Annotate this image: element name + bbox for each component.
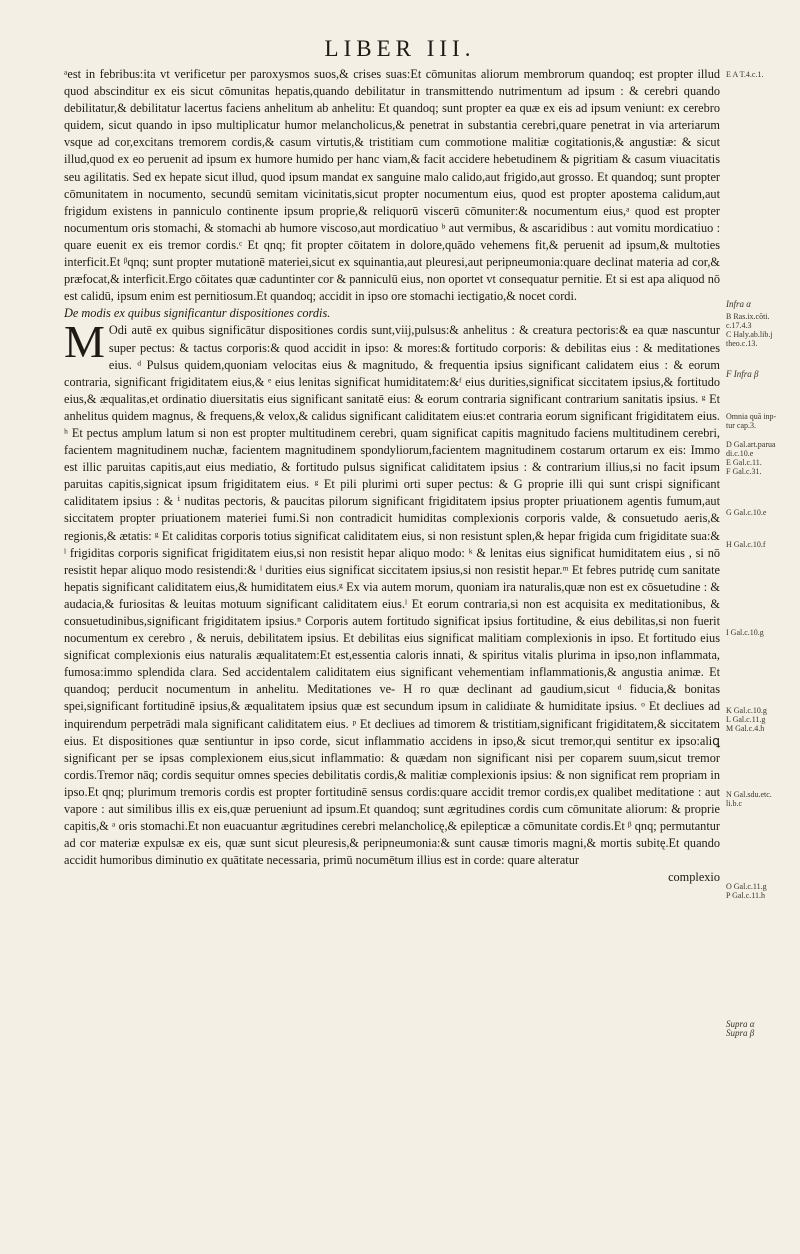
margin-note: G Gal.c.10.e — [726, 508, 767, 517]
margin-note: I Gal.c.10.g — [726, 628, 764, 637]
catchword: complexio — [668, 870, 720, 885]
dropcap-letter: M — [64, 316, 105, 368]
margin-note: Supra α Supra β — [726, 1019, 755, 1038]
margin-note: Omnia quā inp- tur cap.3. — [726, 412, 777, 430]
margin-note: E A T.4.c.1. — [726, 70, 764, 79]
margin-note: Infra α — [726, 299, 751, 309]
margin-note: H Gal.c.10.f — [726, 540, 766, 549]
paragraph-1: ᵃest in febribus:ita vt verificetur per paroxysmos suos,& crises suas:Et cōmunitas aliorum membrorum quandoq; est propter illud quod abscinditur ex eis sicut cōmunitas hepatis,quando debilitatur in transmittendo nutrimentum ad ipsum : & cerebri quando debilitatur,& debilitatur lacertus faciens anhelitum ab anhelitu: Et quandoq; sunt propter ea quæ ex eis ad ipsum veniunt: ex cerebro quidem, sicut quando in ipso multiplicatur humor melancholicus,& penetrat in substantia cerebri,quare penetrat in via arteriarum vsque ad cor,excitans tremorem cordis,& casum virtutis,& tristitiam cum commotione malitiæ cogitationis,& angustiæ: & sicut illud,quod ex eo peruenit ad ipsum ex humore humido per hanc viam,& facit accidere hebetudinem & pigritiam & casum viuacitatis seu agilitatis. Sed ex hepate sicut illud, quod ipsum mandat ex sanguine malo calido,aut frigido,aut grosso. Et quandoq; sunt propter cōmunitatem in nocumento, secundū semitam vicinitatis,sicut propter nocumentum eius, quod est propter apostema calidum,aut frigidum existens in panniculo continente ipsum proprie,& reliquorū viscerū cōmuniter:& nocumentum eius,ᵃ quod est propter nocumentum oris stomachi, & stomachi ab humore viscoso,aut mordicatiuo ᵇ aut vermibus, & ascaridibus : aut vomitu mordicatiuo : quare euenit ex eis tremor cordis.ᶜ Et qnq; fit propter cōitatem in dolore,quādo vehemens fit,& peruenit ad ipsum,& multoties interficit.Et ᵝqnq; sunt propter mutationē materiei,sicut ex squinantia,aut pleuresi,aut peripneumonia:quare declinat materia ad cor,& præfocat,& interficit.Ergo cōitates quæ caduntinter cor & panniculū eius, non oportet vt consequatur pernitie. Et si est apa aliquod nō est calidū, ipsum enim est pernitiosum.Et quandoq; accidit in ipso ore stomachi iectigatio,& nocet cordi. — [64, 67, 720, 304]
section-body — [64, 316, 720, 869]
text-column — [64, 66, 720, 887]
margin-note: F Infra β — [726, 369, 759, 379]
margin-note: K Gal.c.10.g L Gal.c.11.g M Gal.c.4.h — [726, 706, 767, 733]
section-title: De modis ex quibus significantur dispositiones cordis. — [64, 306, 331, 321]
margin-note: N Gal.sdu.etc. li.b.c — [726, 790, 772, 808]
margin-note: D Gal.art.parua di.c.10.e E Gal.c.11. F Gal.c.31. — [726, 440, 776, 476]
page-header: LIBER III. — [324, 36, 476, 61]
section-body-text: Odi autē ex quibus significātur dispositiones cordis sunt,viij,pulsus:& anhelitus : & creatura pectoris:& ea quæ nascuntur super pectus: & tactus corporis:& quod accidit in ipso: & mores:& fortitudo corporis: & debilitas eius : & meditationes eius. ᵈ Pulsus quidem,quoniam velocitas eius & magnitudo, & frequentia ipsius significant calidatem eius : & eorum contraria, significant frigiditatem eius,& ᵉ eius lenitas significat humiditatem:&ᶠ eius durities,significat siccitatem ipsius,& fortitudo eius,& æqualitas,et ordinatio diuersitatis eius significant sanitatē eius: & eorum contraria significant contrarium sanitatis ipsius. ᵍ Et anhelitus quidem magnus, & frequens,& velox,& calidus significant caliditatem eius:et contraria eorum significant frigiditatem eius. ʰ Et pectus amplum latum si non est propter multitudinem cerebri, quam significat capitis magnitudo faciens multitudinem cerebri, facientem magnitudinem nuchæ, facientem magnitudinem spondyliorum,facientem magnitudinem costarum ortarum ex eis: Immo est illic paruitas capitis,aut eius mediatio, & fortitudo pulsus significat caliditatem ipsius : & contrarium illius,si no facit ipsum paruitas capitis,signicat ipsum frigiditatem eius. ᵍ Et pili plurimi orti super pectus: & G proprie illi qui sunt crispi significant caliditatem ipsius : & ⁱ nuditas pectoris, & paucitas pilorum significant frigiditatem ipsius propter priuationem agentis fumum,aut siccitatem propter priuationem materiei fumi.Si non contradicit humiditas complexionis corporis valde, & consuetudo aeris,& regionis,& ætatis: ᵍ Et caliditas corporis totius significat caliditatem eius, si non resistunt splen,& hepar frigida cum frigiditate sua:& ˡ frigiditas corporis significat frigiditatem eius,si non resistit hepar aliquo modo: ᵏ & lenitas eius significat humiditatem eius , si nō resistit hepar aliquo modo resistendi:& ˡ durities eius significat siccitatem ipsius,si non resistit hepar.ᵐ Et febres putridę cum sanitate hepatis significant caliditatem eius,& humiditatem eius.ᵍ Ex via autem morum, quoniam ira naturalis,quæ non est ex cōsuetudine : & audacia,& furiositas & leuitas motuum significant caliditatem eius.ˡ Et eorum contraria,si non est acquisita ex meditationibus, & consuetudinibus,significant frigiditatem ipsius.ⁿ Corporis autem fortitudo significat ipsius fortitudine, & eius debilitas,si non fuerit nocumentum ex cerebro , & neruis, debilitatem ipsius. Et debilitas eius significat malitiam complexionis in ipso. Et fortitudo eius significat complexionis eius naturalis æqualitatem:Et est,essentia caloris innati, & spiritus vitalis plurima in ipso,non inflammata, fumosa:immo splendida clara. Sed accidentalem caliditatem eius significant vehementiam inflammationis,& angustia animæ. Et quandoq; perducit nocumentum in anhelitu. Meditationes ve- H ro quæ declinant ad gaudium,sicut ᵈ fiducia,& bonitas spei,significant fortitudinē ipsius,& æqualitatem ipsius quæ est secundum ipsum in calidiıate & humiditate ipsius. ᵒ Et decliues ad inquirendum perpetrādi mala significant caliditatem eius. ᵖ Et decliues ad timorem & tristitiam,significant frigiditatem,& siccitatem eius. Et dispositiones quæ sentiuntur in ipso corde, sicut inflammatio accidens in ipso,& sicut tremor,qui sentitur ex ipso:aliꝗ significant per se ipsas complexionem eius,sicut inflammatio: & quædam non significant nisi per coparem suum,sicut tremor cordis.Tremor nāq; cordis sequitur omnes species debilitatis cordis,& malitiæ complexionis ipsius: & non significat rem propriam in ipso.Et qnq; plurimum tremoris cordis est propter fortitudinē sensus cordis:quare accidit tremor cordis,ex qualibet meditatione : aut vapore : aut similibus illis ex eis,quæ perueniunt ad ipsum.Et quandoq; sunt ægritudines cordis cum cōmunitate aliorum: & proprie capitis,& ᵃ oris stomachi.Et non euacuantur ægritudines cerebri melancholicę,& epilepticæ a cōmunitate cordis.Et ᵝ qnq; permutantur ad cor materiæ expulsæ ex eis, quæ sunt sicut pleuresis,& peripneumonia:& sunt causæ timoris magni,& mortis subitę.Et quando accidit humoribus diminutio ex quātitate necessaria, primū nocumētum illius est in corde: quare alteratur — [64, 323, 720, 868]
margin-note: B Ras.ix.cōti. c.17.4.3 C Haly.ab.lib.j theo.c.13. — [726, 312, 773, 348]
margin-note: O Gal.c.11.g P Gal.c.11.h — [726, 882, 767, 900]
